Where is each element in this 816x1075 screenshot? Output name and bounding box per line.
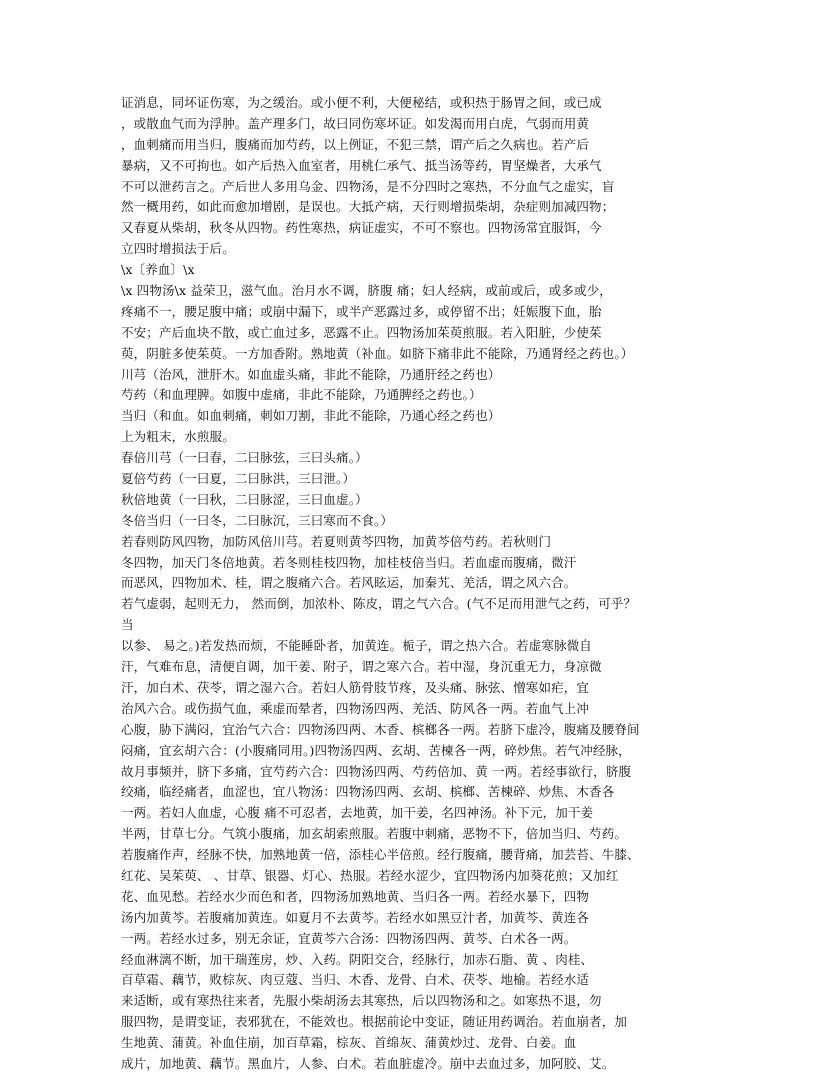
text-line: 闷痛，宜玄胡六合：(小腹痛同用。)四物汤四两、玄胡、苦楝各一两，碎炒焦。若气冲经脉，	[121, 742, 631, 758]
text-line: 川芎（治风，泄肝木。如血虚头痛，非此不能除，乃通肝经之药也）	[121, 366, 501, 382]
text-line: 红花、吴茱萸、 、甘草、银器、灯心、热服。若经水涩少，宜四物汤内加葵花煎；又加红	[121, 867, 619, 883]
text-line: 百草霜、藕节，败棕灰、肉豆蔻、当归、木香、龙骨、白术、茯苓、地榆。若经水适	[121, 972, 590, 988]
text-line: 夏倍芍药（一曰夏，二曰脉洪，三曰泄。）	[121, 471, 356, 487]
text-line: 故月事频并，脐下多痛，宜芍药六合：四物汤四两、芍药倍加、黄 一两。若经事欲行，脐腹	[121, 763, 632, 779]
text-line: 当归（和血。如血刺痛，刺如刀割，非此不能除，乃通心经之药也）	[121, 408, 501, 424]
formula-heading: \x 四物汤\x 益荣卫，滋气血。治月水不调，脐腹 痛；妇人经病，或前或后，或多或少，	[121, 283, 612, 299]
text-line: 生地黄、蒲黄。补血住崩，加百草霜，棕灰、首绵灰、蒲黄炒过、龙骨、白姜。血	[121, 1035, 577, 1051]
text-line: 汗，气难布息，清便自调，加干姜、附子，谓之寒六合。若中湿，身沉重无力，身凉微	[121, 659, 602, 675]
text-line: 汗，加白术、茯苓，谓之湿六合。若妇人筋骨肢节疼，及头痛、脉弦、憎寒如疟，宜	[121, 679, 590, 695]
text-line: 若腹痛作声，经脉不快，加熟地黄一倍，添桂心半倍煎。经行腹痛，腰背痛，加芸苔、牛膝、	[121, 847, 640, 863]
text-line: 芍药（和血理脾。如腹中虚痛，非此不能除，乃通脾经之药也。）	[121, 387, 482, 403]
text-line: 冬倍当归（一曰冬，二曰脉沉，三曰寒而不食。）	[121, 512, 394, 528]
text-line: 不可以泄药言之。产后世人多用乌金、四物汤，是不分四时之寒热，不分血气之虚实，盲	[121, 178, 615, 194]
text-line: 萸，阴脏多使茱萸。一方加香附。熟地黄（补血。如脐下痛非此不能除，乃通肾经之药也。）	[121, 345, 634, 361]
text-line: 证消息，同坏证伤寒，为之缓治。或小便不利，大便秘结，或积热于肠胃之间，或已成	[121, 95, 602, 110]
section-heading: \x〔养血〕\x	[121, 262, 195, 278]
text-line: 一两。若妇人血虚，心腹 痛不可忍者，去地黄，加干姜，名四神汤。补下元，加干姜	[121, 805, 594, 821]
text-line: 当	[121, 617, 134, 633]
text-line: 冬四物，加天门冬倍地黄。若冬则桂枝四物，加桂枝倍当归。若血虚而腹痛，微汗	[121, 554, 577, 570]
text-line: 上为粗末，水煎服。	[121, 429, 235, 445]
text-line: 半两，甘草七分。气筑小腹痛，加玄胡索煎服。若腹中刺痛，恶物不下，倍加当归、芍药。	[121, 826, 628, 842]
text-line: ，血刺痛而用当归，腹痛而加芍药，以上例证，不犯三禁，谓产后之久病也。若产后	[121, 136, 590, 152]
text-line: 汤内加黄芩。若腹痛加黄连。如夏月不去黄芩。若经水如黑豆汁者，加黄芩、黄连各	[121, 909, 590, 925]
text-line: 绞痛，临经痛者，血涩也，宜八物汤：四物汤四两、玄胡、槟榔、苦楝碎、炒焦、木香各	[121, 784, 615, 800]
text-line: 立四时增损法于后。	[121, 241, 235, 257]
text-line: 治风六合。或伤损气血，乘虚而晕者，四物汤四两、羌活、防风各一两。若血气上冲	[121, 700, 590, 716]
text-line: 来适断，或有寒热往来者，先服小柴胡汤去其寒热，后以四物汤和之。如寒热不退，勿	[121, 993, 602, 1009]
text-line: 若春则防风四物，加防风倍川芎。若夏则黄芩四物，加黄芩倍芍药。若秋则门	[121, 533, 552, 549]
text-line: 春倍川芎（一曰春，二曰脉弦，三曰头痛。）	[121, 450, 368, 466]
text-line: 经血淋漓不断，加干瑞莲房，炒、入药。阴阳交合，经脉行，加赤石脂、黄 、肉桂、	[121, 951, 594, 967]
text-line: 而恶风，四物加术、桂，谓之腹痛六合。若风眩运，加秦艽、羌活，谓之风六合。	[121, 575, 577, 591]
text-line: 心腹，胁下满闷，宜治气六合：四物汤四两、木香、槟榔各一两。若脐下虚冷，腹痛及腰脊间	[121, 721, 640, 737]
text-line: 以参、 易之。)若发热而烦，不能睡卧者，加黄连。栀子，谓之热六合。若虚寒脉微自	[121, 638, 592, 654]
text-line: 然一概用药，如此而愈加增剧，是误也。大抵产病，天行则增损柴胡，杂症则加减四物；	[121, 199, 615, 215]
text-line: 一两。若经水过多，别无余证，宜黄芩六合汤：四物汤四两、黄芩、白术各一两。	[121, 930, 577, 946]
text-line: 若气虚弱，起则无力， 然而倒，加浓朴、陈皮，谓之气六合。(气不足而用泄气之药，可乎？	[121, 596, 637, 612]
text-line: 疼痛不一，腰足腹中痛；或崩中漏下，或半产恶露过多，或停留不出；妊娠腹下血，胎	[121, 303, 602, 319]
text-line: 花、血见愁。若经水少而色和者，四物汤加熟地黄、当归各一两。若经水暴下，四物	[121, 888, 590, 904]
text-line: 服四物，是谓变证，表邪犹在，不能效也。根据前论中变证，随证用药调治。若血崩者，加	[121, 1014, 628, 1030]
text-line: ，或散血气而为浮肿。盖产理多门，故曰同伤寒坏证。如发渴而用白虎，气弱而用黄	[121, 115, 590, 131]
text-line: 成片，加地黄、藕节。黑血片，人参、白术。若血脏虚冷。崩中去血过多，加阿胶、艾。	[121, 1055, 615, 1071]
text-line: 不安；产后血块不散，或亡血过多，恶露不止。四物汤加茱萸煎服。若入阳脏，少使茱	[121, 324, 602, 340]
text-line: 秋倍地黄（一曰秋，二曰脉涩，三曰血虚。）	[121, 491, 368, 507]
body-text	[121, 93, 703, 1075]
text-line: 又春夏从柴胡，秋冬从四物。药性寒热，病证虚实，不可不察也。四物汤常宜服饵，今	[121, 220, 602, 236]
text-line: 暴病，又不可拘也。如产后热入血室者，用桃仁承气、抵当汤等药，胃坚燥者，大承气	[121, 157, 602, 173]
